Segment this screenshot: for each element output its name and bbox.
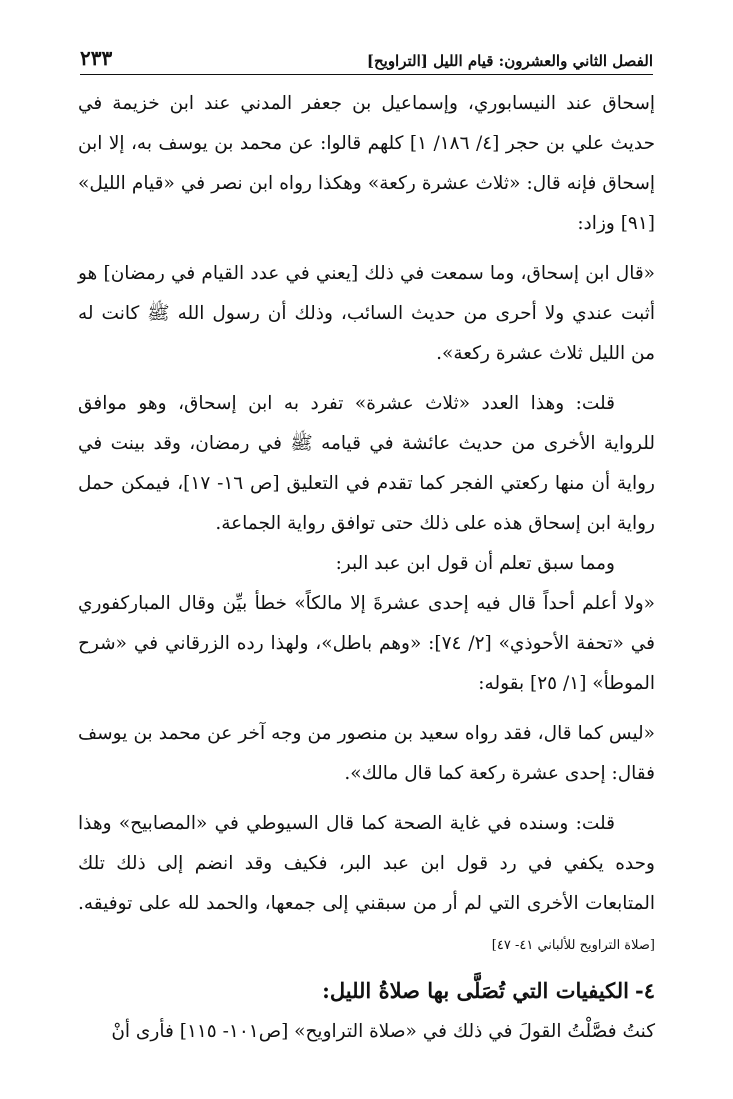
paragraph-2-quote: «قال ابن إسحاق، وما سمعت في ذلك [يعني في عدد القيام في رمضان] هو أثبت عندي ولا أحرى من حديث السائب، وذلك أن رسول الله ﷺ كانت له من الليل ثلاث عشرة ركعة». xyxy=(78,263,655,364)
paragraph-7-text: قلت: وسنده في غاية الصحة كما قال السيوطي في «المصابيح» وهذا وحده يكفي في رد قول ابن عبد البر، فكيف وقد انضم إلى ذلك تلك المتابعات الأخرى التي لم أر من سبقني إلى جمعها، والحمد لله على توفيقه. xyxy=(78,813,655,914)
source-citation: [صلاة التراويح للألباني ٤١- ٤٧] xyxy=(491,938,655,953)
page-number: ٢٣٣ xyxy=(80,46,113,70)
paragraph-8: كنتُ فصَّلْتُ القولَ في ذلك في «صلاة التراويح» [ص١٠١- ١١٥] فأرى أنْ xyxy=(111,1021,655,1042)
header-divider xyxy=(80,74,653,75)
page-body xyxy=(78,84,655,1052)
paragraph-7 xyxy=(78,804,655,966)
chapter-title: الفصل الثاني والعشرون: قيام الليل [التراويح] xyxy=(366,52,653,70)
section-heading-text: الكيفيات التي تُصَلَّى بها صلاةُ الليل: xyxy=(322,978,629,1003)
section-heading xyxy=(78,970,655,1012)
paragraph-1: إسحاق عند النيسابوري، وإسماعيل بن جعفر المدني عند ابن خزيمة في حديث علي بن حجر [٤/ ١٨٦/ ١] كلهم قالوا: عن محمد بن يوسف به، إلا ابن إسحاق فإنه قال: «ثلاث عشرة ركعة» وهكذا رواه ابن نصر في «قيام الليل» [٩١] وزاد: xyxy=(78,93,656,234)
section-number: ٤- xyxy=(635,978,655,1003)
paragraph-3: قلت: وهذا العدد «ثلاث عشرة» تفرد به ابن إسحاق، وهو موافق للرواية الأخرى من حديث عائشة في قيامه ﷺ في رمضان، وقد بينت في رواية أن منها ركعتي الفجر كما تقدم في التعليق [ص ١٦- ١٧]، فيمكن حمل رواية ابن إسحاق هذه على ذلك حتى توافق رواية الجماعة. xyxy=(78,393,655,534)
paragraph-6-quote: «ليس كما قال، فقد رواه سعيد بن منصور من وجه آخر عن محمد بن يوسف فقال: إحدى عشرة ركعة كما قال مالك». xyxy=(78,723,655,784)
paragraph-5: «ولا أعلم أحداً قال فيه إحدى عشرةَ إلا مالكاً» خطأ بيِّن وقال المباركفوري في «تحفة الأحوذي» [٢/ ٧٤]: «وهم باطل»، ولهذا رده الزرقاني في «شرح الموطأ» [١/ ٢٥] بقوله: xyxy=(78,593,655,694)
running-header xyxy=(80,40,653,70)
paragraph-4: ومما سبق تعلم أن قول ابن عبد البر: xyxy=(335,553,615,574)
